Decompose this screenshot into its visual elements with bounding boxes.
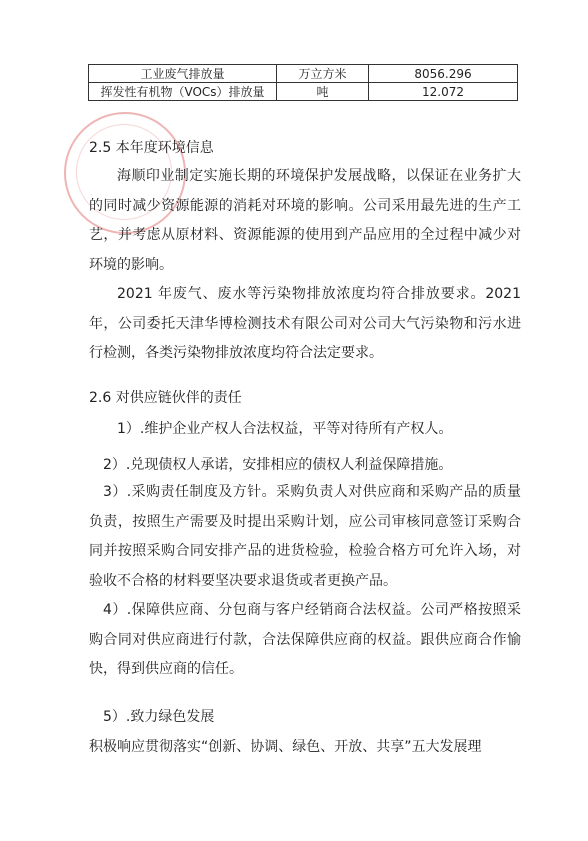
- table-row: [89, 65, 518, 83]
- table-cell-unit: 万立方米: [277, 65, 369, 83]
- table-cell-item: 挥发性有机物（VOCs）排放量: [89, 83, 277, 101]
- list-item-4: 4）.保障供应商、分包商与客户经销商合法权益。公司严格按照采购合同对供应商进行付款，合法保障供应商的权益。跟供应商合作愉快，得到供应商的信任。: [89, 602, 521, 678]
- list-item-5: 5）.致力绿色发展: [103, 709, 215, 725]
- list-item-2: 2）.兑现债权人承诺，安排相应的债权人利益保障措施。: [103, 457, 453, 473]
- emission-table: [88, 64, 518, 101]
- paragraph-green-development: 积极响应贯彻落实“创新、协调、绿色、开放、共享”五大发展理: [89, 739, 482, 755]
- paragraph-emission-compliance: 2021 年废气、废水等污染物排放浓度均符合排放要求。2021 年，公司委托天津华博检测技术有限公司对公司大气污染物和污水进行检测，各类污染物排放浓度均符合法定要求。: [89, 286, 521, 362]
- paragraph-environment-policy: 海顺印业制定实施长期的环境保护发展战略，以保证在业务扩大的同时减少资源能源的消耗对环境的影响。公司采用最先进的生产工艺，并考虑从原材料、资源能源的使用到产品应用的全过程中减少对环境的影响。: [89, 168, 521, 273]
- list-item-3: 3）.采购责任制度及方针。采购负责人对供应商和采购产品的质量负责，按照生产需要及时提出采购计划，应公司审核同意签订采购合同并按照采购合同安排产品的进货检验，检验合格方可允许入场，对验收不合格的材料要坚决要求退货或者更换产品。: [89, 484, 521, 589]
- list-item-1: 1）.维护企业产权人合法权益，平等对待所有产权人。: [117, 421, 453, 437]
- table-cell-unit: 吨: [277, 83, 369, 101]
- table-cell-value: 8056.296: [369, 65, 518, 83]
- section-heading-2-5: 2.5 本年度环境信息: [89, 140, 214, 156]
- section-heading-2-6: 2.6 对供应链伙伴的责任: [89, 390, 242, 406]
- table-row: [89, 83, 518, 101]
- table-cell-item: 工业废气排放量: [89, 65, 277, 83]
- table-cell-value: 12.072: [369, 83, 518, 101]
